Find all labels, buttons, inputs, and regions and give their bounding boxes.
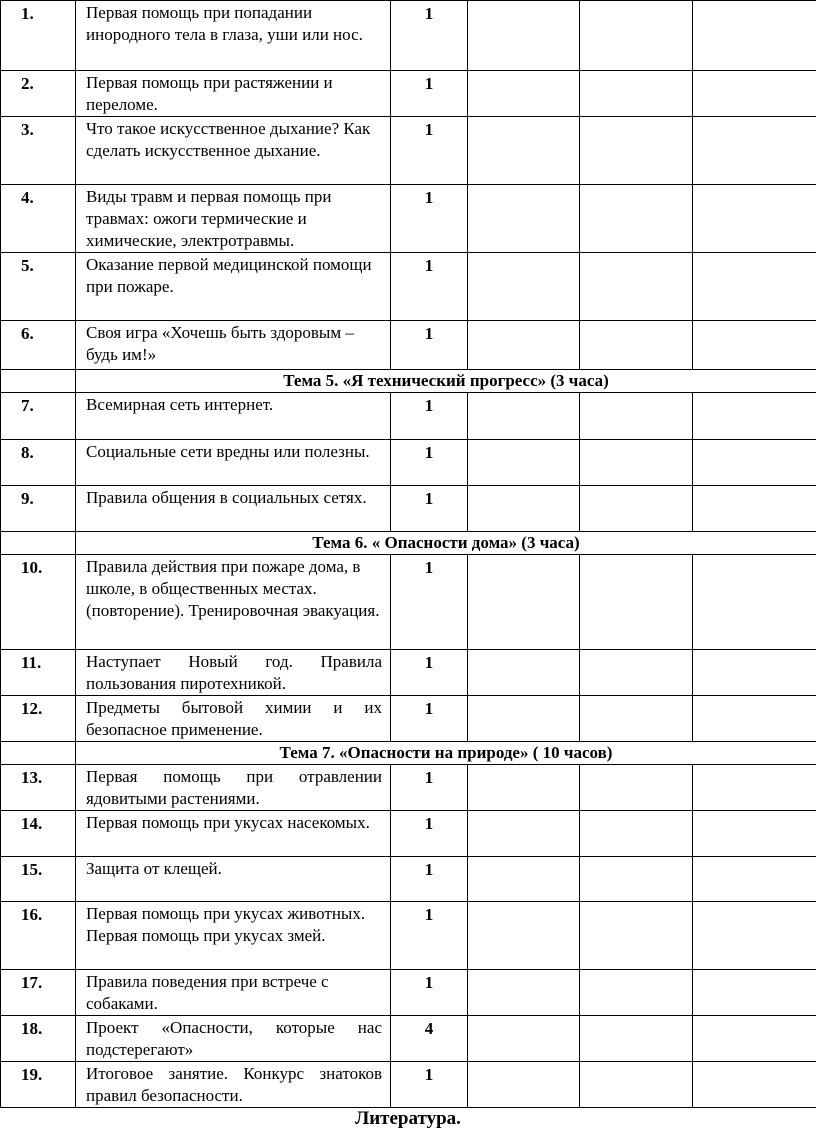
lesson-title: [76, 393, 391, 440]
lesson-title: [76, 765, 391, 811]
empty-date-cell: [468, 650, 580, 696]
section-title: Тема 7. «Опасности на природе» ( 10 часов): [76, 742, 816, 765]
lesson-title: [76, 1, 391, 71]
lesson-number: 1.: [1, 1, 76, 71]
empty-date-cell: [468, 696, 580, 742]
table-row: [1, 857, 816, 902]
empty-date-cell: [693, 857, 816, 902]
empty-date-cell: [580, 1062, 693, 1108]
empty-date-cell: [580, 117, 693, 185]
lesson-hours: 1: [391, 696, 468, 742]
table-row: [1, 696, 816, 742]
empty-date-cell: [693, 1062, 816, 1108]
lesson-number: 18.: [1, 1016, 76, 1062]
empty-date-cell: [468, 765, 580, 811]
empty-date-cell: [580, 650, 693, 696]
lesson-number: 7.: [1, 393, 76, 440]
empty-date-cell: [468, 71, 580, 117]
lesson-title-text: Оказание первой медицинской помощи при пожаре.: [86, 255, 372, 296]
section-row: [1, 742, 816, 765]
empty-date-cell: [693, 440, 816, 486]
section-lead-cell: [1, 742, 76, 765]
lesson-hours: 1: [391, 857, 468, 902]
empty-date-cell: [580, 765, 693, 811]
empty-date-cell: [580, 393, 693, 440]
lesson-title-text: Правила поведения при встрече с собаками.: [86, 972, 329, 1013]
lesson-hours: 4: [391, 1016, 468, 1062]
lesson-number: 12.: [1, 696, 76, 742]
empty-date-cell: [580, 696, 693, 742]
lesson-title-text: Виды травм и первая помощь при травмах: ожоги термические и химические, электротравмы.: [86, 187, 332, 250]
lesson-title: [76, 71, 391, 117]
lesson-title: [76, 486, 391, 532]
table-row: [1, 71, 816, 117]
empty-date-cell: [693, 650, 816, 696]
lesson-title-text: Что такое искусственное дыхание? Как сделать искусственное дыхание.: [86, 119, 371, 160]
lesson-title-text: Наступает Новый год. Правила пользования пиротехникой.: [86, 652, 382, 693]
empty-date-cell: [468, 321, 580, 370]
lesson-title: [76, 253, 391, 321]
lesson-number: 8.: [1, 440, 76, 486]
empty-date-cell: [468, 253, 580, 321]
table-row: [1, 185, 816, 253]
empty-date-cell: [580, 902, 693, 970]
lesson-number: 15.: [1, 857, 76, 902]
lesson-title: [76, 185, 391, 253]
empty-date-cell: [468, 1016, 580, 1062]
lesson-hours: 1: [391, 71, 468, 117]
empty-date-cell: [580, 440, 693, 486]
table-row: [1, 811, 816, 857]
section-title: Тема 5. «Я технический прогресс» (3 часа): [76, 370, 816, 393]
lesson-hours: 1: [391, 1062, 468, 1108]
empty-date-cell: [580, 253, 693, 321]
empty-date-cell: [580, 321, 693, 370]
lesson-title: [76, 857, 391, 902]
lesson-number: 16.: [1, 902, 76, 970]
empty-date-cell: [468, 857, 580, 902]
lesson-title: [76, 555, 391, 650]
lesson-hours: 1: [391, 555, 468, 650]
empty-date-cell: [693, 555, 816, 650]
lesson-title: [76, 696, 391, 742]
lesson-hours: 1: [391, 486, 468, 532]
empty-date-cell: [580, 71, 693, 117]
lesson-number: 9.: [1, 486, 76, 532]
empty-date-cell: [693, 1016, 816, 1062]
lesson-hours: 1: [391, 902, 468, 970]
table-row: [1, 1, 816, 71]
table-row: [1, 486, 816, 532]
empty-date-cell: [468, 555, 580, 650]
empty-date-cell: [693, 71, 816, 117]
empty-date-cell: [693, 902, 816, 970]
table-row: [1, 253, 816, 321]
empty-date-cell: [693, 321, 816, 370]
lesson-number: 11.: [1, 650, 76, 696]
lesson-title: [76, 117, 391, 185]
lesson-title-text: Первая помощь при укусах животных.: [86, 904, 366, 923]
lesson-hours: 1: [391, 117, 468, 185]
lesson-title-text: Первая помощь при укусах насекомых.: [86, 813, 370, 832]
lesson-number: 19.: [1, 1062, 76, 1108]
lesson-hours: 1: [391, 440, 468, 486]
table-row: [1, 117, 816, 185]
lesson-title-text: Предметы бытовой химии и их безопасное применение.: [86, 698, 382, 739]
literature-heading: Литература.: [355, 1108, 461, 1129]
lesson-title: [76, 650, 391, 696]
lesson-hours: 1: [391, 970, 468, 1016]
section-row: [1, 370, 816, 393]
lesson-title: [76, 1062, 391, 1108]
empty-date-cell: [468, 1, 580, 71]
empty-date-cell: [580, 811, 693, 857]
empty-date-cell: [580, 970, 693, 1016]
empty-date-cell: [693, 765, 816, 811]
lesson-title-text: Первая помощь при отравлении ядовитыми растениями.: [86, 767, 382, 808]
empty-date-cell: [580, 555, 693, 650]
lesson-title-text: Всемирная сеть интернет.: [86, 395, 274, 414]
empty-date-cell: [468, 970, 580, 1016]
lesson-hours: 1: [391, 321, 468, 370]
lesson-title-text: Правила общения в социальных сетях.: [86, 488, 367, 507]
lesson-title: [76, 440, 391, 486]
empty-date-cell: [468, 393, 580, 440]
lesson-title: [76, 902, 391, 970]
lesson-title-text: Первая помощь при попадании инородного тела в глаза, уши или нос.: [86, 3, 363, 44]
table-row: [1, 440, 816, 486]
table-row: [1, 902, 816, 970]
empty-date-cell: [468, 117, 580, 185]
lesson-hours: 1: [391, 253, 468, 321]
lesson-hours: 1: [391, 811, 468, 857]
section-row: [1, 532, 816, 555]
table-row: [1, 650, 816, 696]
empty-date-cell: [468, 811, 580, 857]
table-row: [1, 1016, 816, 1062]
empty-date-cell: [468, 486, 580, 532]
empty-date-cell: [468, 185, 580, 253]
lesson-hours: 1: [391, 1, 468, 71]
section-title: Тема 6. « Опасности дома» (3 часа): [76, 532, 816, 555]
lesson-number: 14.: [1, 811, 76, 857]
empty-date-cell: [468, 902, 580, 970]
lesson-title-text: Социальные сети вредны или полезны.: [86, 442, 370, 461]
lesson-number: 17.: [1, 970, 76, 1016]
lesson-number: 6.: [1, 321, 76, 370]
lesson-number: 4.: [1, 185, 76, 253]
empty-date-cell: [580, 1016, 693, 1062]
empty-date-cell: [580, 1, 693, 71]
lesson-title-text: Правила действия при пожаре дома, в школе, в общественных местах.(повторение). Тренировочная эвакуация.: [86, 557, 380, 620]
empty-date-cell: [693, 696, 816, 742]
section-lead-cell: [1, 532, 76, 555]
empty-date-cell: [580, 185, 693, 253]
section-lead-cell: [1, 370, 76, 393]
table-row: [1, 321, 816, 370]
empty-date-cell: [693, 393, 816, 440]
lesson-title: [76, 321, 391, 370]
empty-date-cell: [693, 1, 816, 71]
lesson-number: 5.: [1, 253, 76, 321]
lesson-hours: 1: [391, 650, 468, 696]
empty-date-cell: [693, 253, 816, 321]
lesson-title-text-extra: Первая помощь при укусах змей.: [86, 926, 326, 945]
lesson-number: 2.: [1, 71, 76, 117]
empty-date-cell: [693, 185, 816, 253]
empty-date-cell: [693, 117, 816, 185]
lesson-title-text: Итоговое занятие. Конкурс знатоков правил безопасности.: [86, 1064, 382, 1105]
table-row: [1, 1062, 816, 1108]
empty-date-cell: [693, 486, 816, 532]
lesson-hours: 1: [391, 393, 468, 440]
empty-date-cell: [693, 970, 816, 1016]
lesson-title-text: Проект «Опасности, которые нас подстерегают»: [86, 1018, 382, 1059]
lesson-title: [76, 1016, 391, 1062]
lesson-number: 3.: [1, 117, 76, 185]
lesson-hours: 1: [391, 185, 468, 253]
table-row: [1, 555, 816, 650]
empty-date-cell: [468, 1062, 580, 1108]
table-row: [1, 393, 816, 440]
empty-date-cell: [468, 440, 580, 486]
lesson-number: 13.: [1, 765, 76, 811]
table-row: [1, 765, 816, 811]
empty-date-cell: [580, 857, 693, 902]
empty-date-cell: [580, 486, 693, 532]
lesson-title: [76, 811, 391, 857]
table-row: [1, 970, 816, 1016]
lesson-title-text: Своя игра «Хочешь быть здоровым – будь им!»: [86, 323, 354, 364]
empty-date-cell: [693, 811, 816, 857]
lesson-title-text: Первая помощь при растяжении и переломе.: [86, 73, 333, 114]
lesson-number: 10.: [1, 555, 76, 650]
lesson-title: [76, 970, 391, 1016]
lesson-hours: 1: [391, 765, 468, 811]
lesson-title-text: Защита от клещей.: [86, 859, 222, 878]
